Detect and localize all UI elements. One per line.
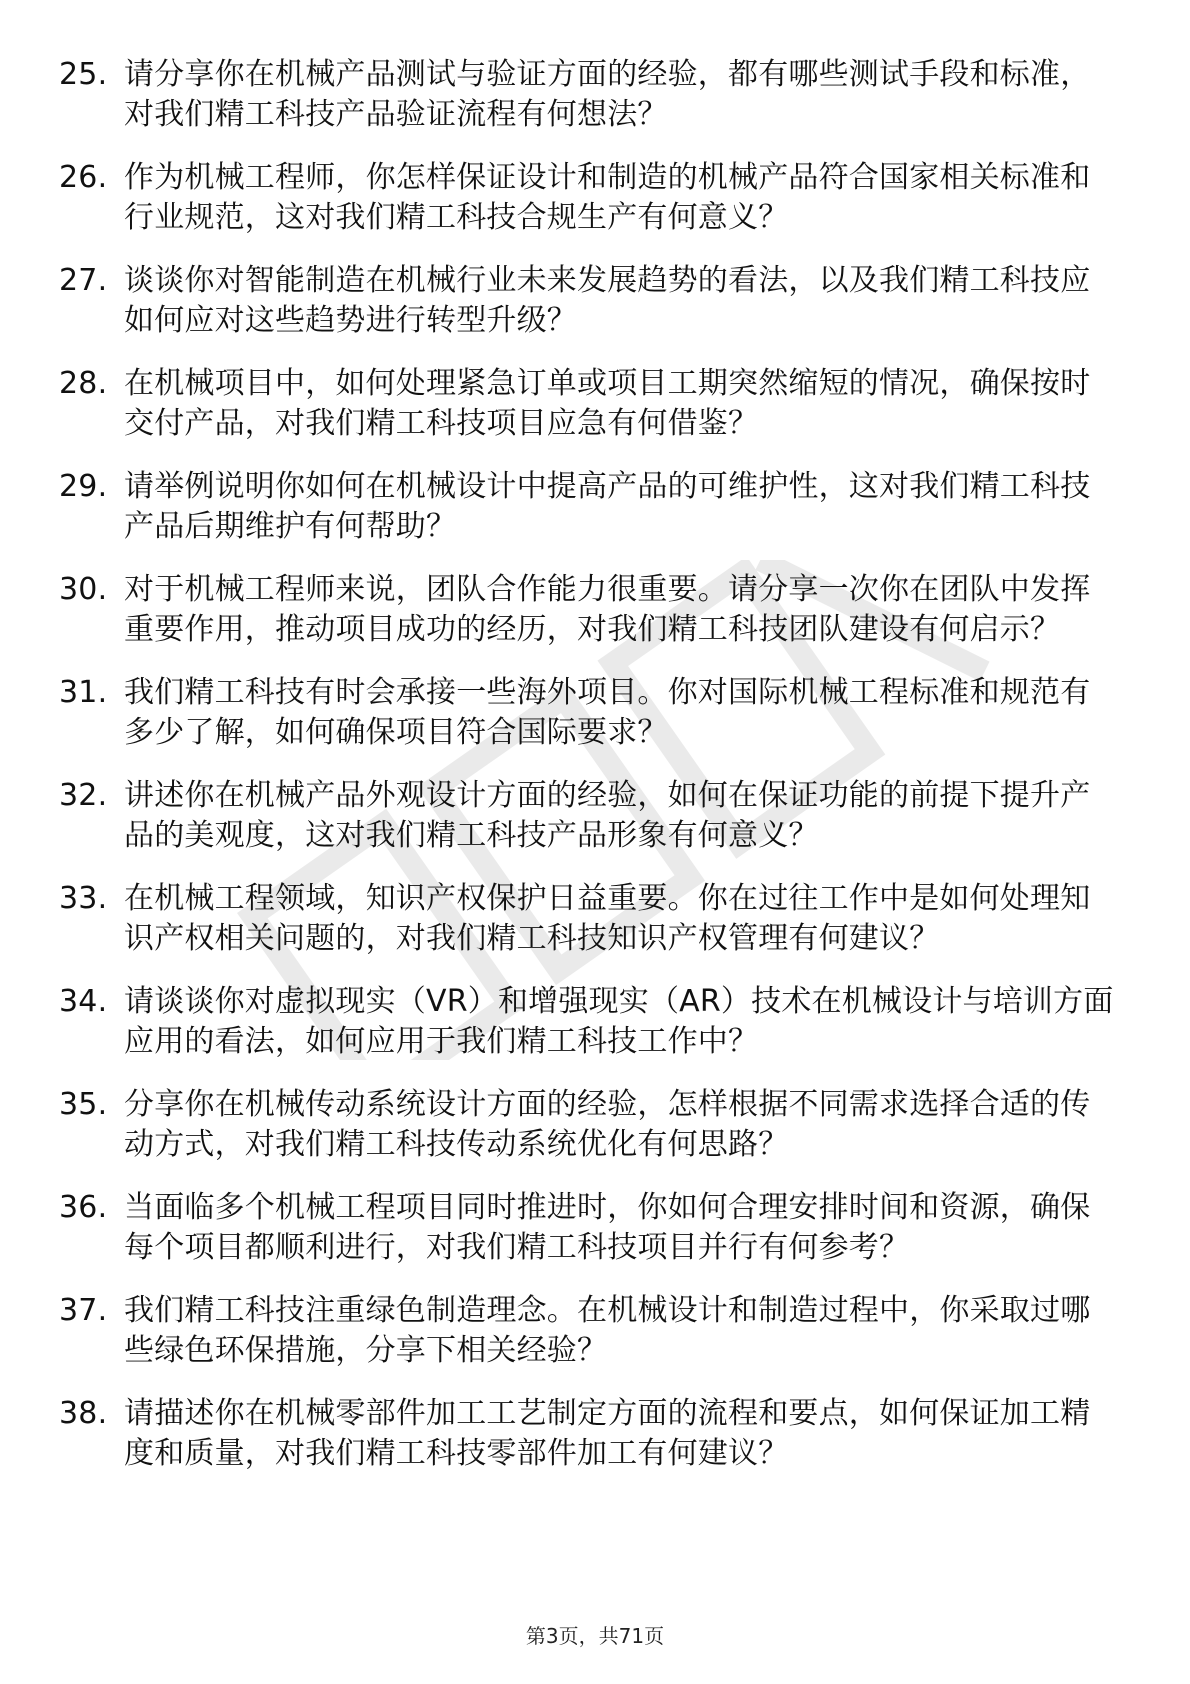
question-item (59, 1188, 1119, 1268)
question-item (59, 467, 1119, 547)
question-item (59, 261, 1119, 341)
question-text: 请举例说明你如何在机械设计中提高产品的可维护性，这对我们精工科技产品后期维护有何帮助？ (124, 469, 1091, 544)
question-number: 34. (59, 984, 108, 1019)
question-text: 讲述你在机械产品外观设计方面的经验，如何在保证功能的前提下提升产品的美观度，这对我们精工科技产品形象有何意义？ (124, 778, 1091, 853)
question-item (59, 879, 1119, 959)
question-list (59, 55, 1119, 1497)
question-number: 32. (59, 778, 108, 813)
question-number: 37. (59, 1293, 108, 1328)
question-item (59, 673, 1119, 753)
question-number: 30. (59, 572, 108, 607)
question-number: 27. (59, 263, 108, 298)
question-text: 当面临多个机械工程项目同时推进时，你如何合理安排时间和资源，确保每个项目都顺利进行，对我们精工科技项目并行有何参考？ (124, 1190, 1091, 1265)
question-text: 请描述你在机械零部件加工工艺制定方面的流程和要点，如何保证加工精度和质量，对我们精工科技零部件加工有何建议？ (124, 1396, 1091, 1471)
question-item (59, 776, 1119, 856)
question-number: 33. (59, 881, 108, 916)
question-text: 谈谈你对智能制造在机械行业未来发展趋势的看法，以及我们精工科技应如何应对这些趋势进行转型升级？ (124, 263, 1091, 338)
page-footer: 第3页，共71页 (525, 1624, 665, 1648)
question-item (59, 570, 1119, 650)
question-text: 在机械项目中，如何处理紧急订单或项目工期突然缩短的情况，确保按时交付产品，对我们精工科技项目应急有何借鉴？ (124, 366, 1091, 441)
question-text: 对于机械工程师来说，团队合作能力很重要。请分享一次你在团队中发挥重要作用，推动项目成功的经历，对我们精工科技团队建设有何启示？ (124, 572, 1091, 647)
question-text: 我们精工科技注重绿色制造理念。在机械设计和制造过程中，你采取过哪些绿色环保措施，分享下相关经验？ (124, 1293, 1091, 1368)
question-text: 作为机械工程师，你怎样保证设计和制造的机械产品符合国家相关标准和行业规范，这对我们精工科技合规生产有何意义？ (124, 160, 1091, 235)
question-item (59, 1085, 1119, 1165)
question-item (59, 1291, 1119, 1371)
question-text: 我们精工科技有时会承接一些海外项目。你对国际机械工程标准和规范有多少了解，如何确保项目符合国际要求？ (124, 675, 1091, 750)
question-text: 请谈谈你对虚拟现实（VR）和增强现实（AR）技术在机械设计与培训方面应用的看法，如何应用于我们精工科技工作中？ (124, 984, 1114, 1059)
question-number: 31. (59, 675, 108, 710)
question-number: 36. (59, 1190, 108, 1225)
question-number: 29. (59, 469, 108, 504)
question-number: 25. (59, 57, 108, 92)
question-number: 38. (59, 1396, 108, 1431)
question-number: 28. (59, 366, 108, 401)
question-number: 35. (59, 1087, 108, 1122)
question-text: 在机械工程领域，知识产权保护日益重要。你在过往工作中是如何处理知识产权相关问题的，对我们精工科技知识产权管理有何建议？ (124, 881, 1091, 956)
question-text: 请分享你在机械产品测试与验证方面的经验，都有哪些测试手段和标准，对我们精工科技产品验证流程有何想法？ (124, 57, 1091, 132)
question-item (59, 158, 1119, 238)
question-item (59, 982, 1119, 1062)
question-item (59, 55, 1119, 135)
question-item (59, 364, 1119, 444)
question-item (59, 1394, 1119, 1474)
question-text: 分享你在机械传动系统设计方面的经验，怎样根据不同需求选择合适的传动方式，对我们精工科技传动系统优化有何思路？ (124, 1087, 1091, 1162)
question-number: 26. (59, 160, 108, 195)
